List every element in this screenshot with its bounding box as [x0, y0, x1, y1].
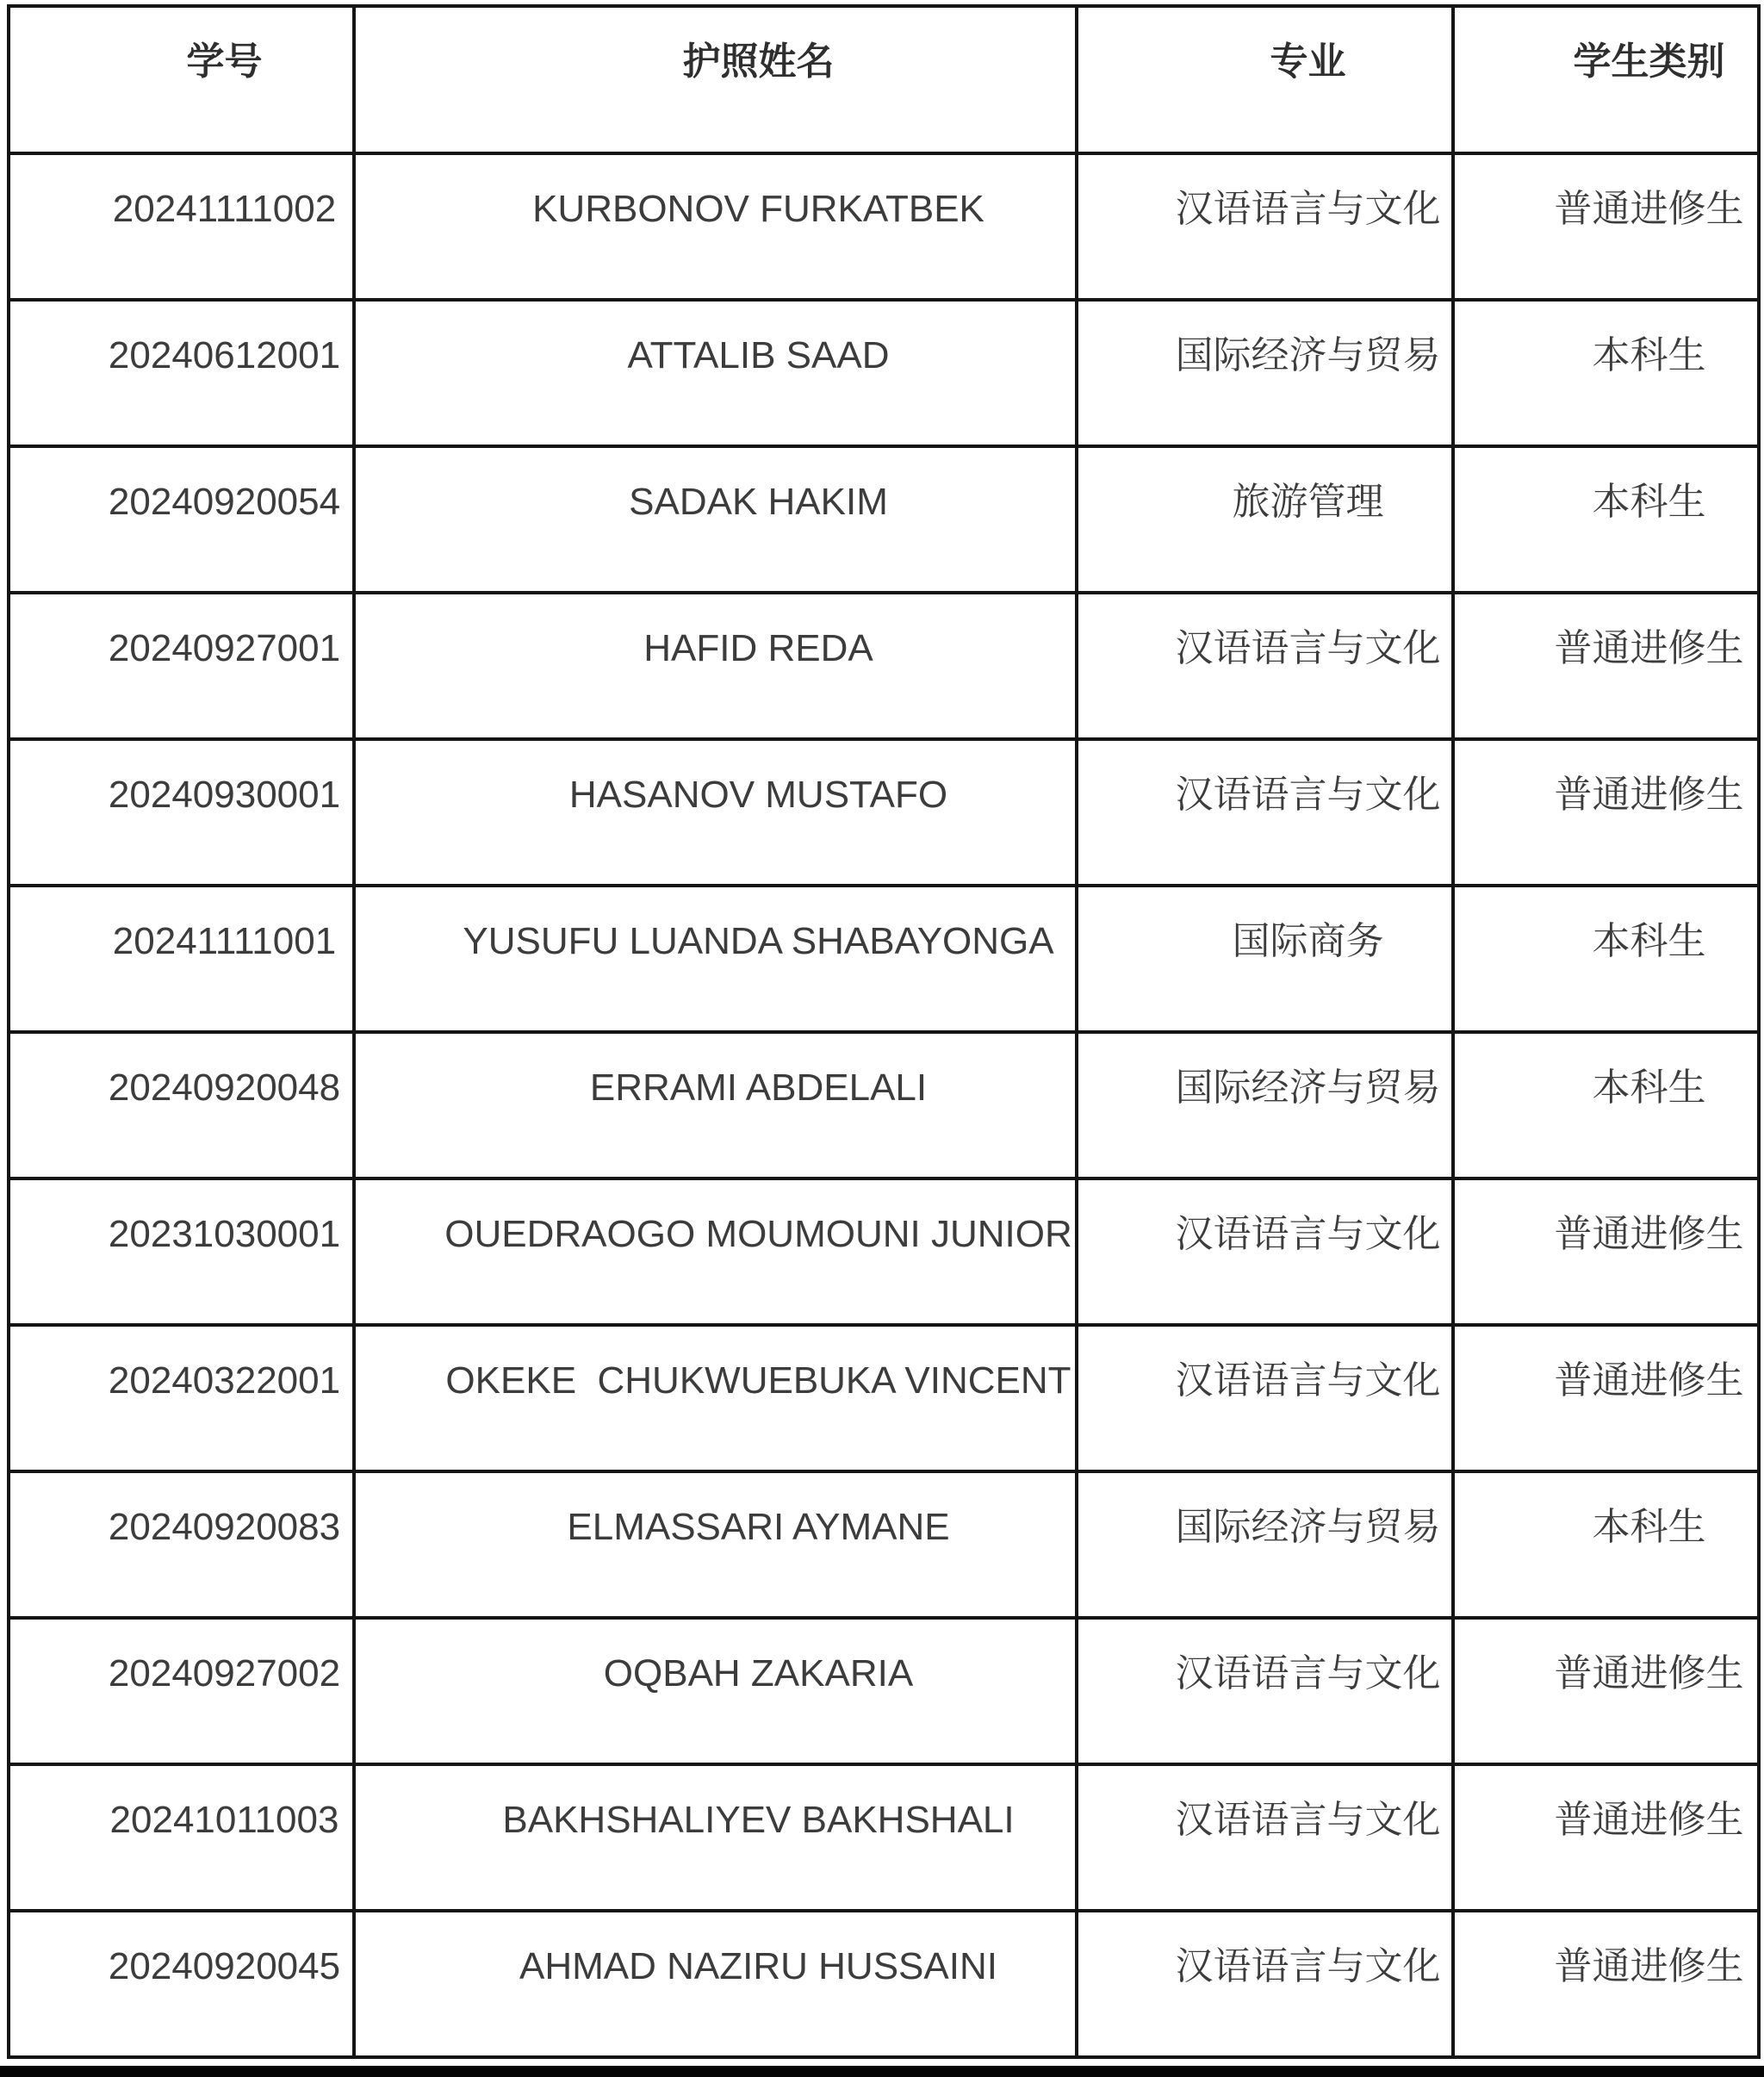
table-row	[9, 739, 1759, 886]
cell-passport-name: KURBONOV FURKATBEK	[354, 153, 1077, 300]
cell-student-type: 本科生	[1453, 446, 1759, 593]
cell-passport-name: SADAK HAKIM	[354, 446, 1077, 593]
cell-passport-name: HAFID REDA	[354, 593, 1077, 739]
cell-passport-name: HASANOV MUSTAFO	[354, 739, 1077, 886]
cell-passport-name: OUEDRAOGO MOUMOUNI JUNIOR	[354, 1178, 1077, 1325]
cell-student-id: 20241111002	[9, 153, 354, 300]
cell-passport-name: AHMAD NAZIRU HUSSAINI	[354, 1911, 1077, 2057]
table-body	[9, 153, 1759, 2057]
cell-major: 汉语语言与文化	[1077, 1911, 1453, 2057]
column-header-student-id: 学号	[9, 6, 354, 153]
cell-major: 汉语语言与文化	[1077, 1764, 1453, 1911]
cell-passport-name: OQBAH ZAKARIA	[354, 1618, 1077, 1764]
cell-student-type: 本科生	[1453, 300, 1759, 446]
table-row	[9, 1911, 1759, 2057]
cell-student-type: 本科生	[1453, 1032, 1759, 1178]
cell-major: 国际经济与贸易	[1077, 1471, 1453, 1618]
cell-student-type: 普通进修生	[1453, 593, 1759, 739]
cell-student-id: 20240930001	[9, 739, 354, 886]
cell-major: 汉语语言与文化	[1077, 1618, 1453, 1764]
cell-student-type: 普通进修生	[1453, 1178, 1759, 1325]
table-row	[9, 1764, 1759, 1911]
table-row	[9, 593, 1759, 739]
table-row	[9, 1325, 1759, 1471]
column-header-major: 专业	[1077, 6, 1453, 153]
cell-passport-name: BAKHSHALIYEV BAKHSHALI	[354, 1764, 1077, 1911]
cell-student-id: 20240612001	[9, 300, 354, 446]
cell-major: 汉语语言与文化	[1077, 1325, 1453, 1471]
cell-student-id: 20231030001	[9, 1178, 354, 1325]
cell-passport-name: OKEKE CHUKWUEBUKA VINCENT	[354, 1325, 1077, 1471]
cell-major: 国际商务	[1077, 886, 1453, 1032]
cell-major: 汉语语言与文化	[1077, 593, 1453, 739]
cell-student-id: 20241111001	[9, 886, 354, 1032]
header-row	[9, 6, 1759, 153]
cell-student-type: 普通进修生	[1453, 1618, 1759, 1764]
cell-passport-name: ATTALIB SAAD	[354, 300, 1077, 446]
cell-major: 国际经济与贸易	[1077, 1032, 1453, 1178]
cell-student-id: 20240920054	[9, 446, 354, 593]
students-table	[7, 4, 1761, 2059]
table-row	[9, 1618, 1759, 1764]
cell-student-type: 普通进修生	[1453, 153, 1759, 300]
cell-student-id: 20240920083	[9, 1471, 354, 1618]
cell-major: 国际经济与贸易	[1077, 300, 1453, 446]
cell-student-type: 普通进修生	[1453, 1764, 1759, 1911]
table-row	[9, 300, 1759, 446]
cell-student-type: 普通进修生	[1453, 739, 1759, 886]
cell-student-id: 20241011003	[9, 1764, 354, 1911]
table-row	[9, 1471, 1759, 1618]
cell-student-id: 20240920048	[9, 1032, 354, 1178]
cell-student-type: 普通进修生	[1453, 1325, 1759, 1471]
cell-major: 汉语语言与文化	[1077, 739, 1453, 886]
cell-major: 汉语语言与文化	[1077, 1178, 1453, 1325]
table-row	[9, 1178, 1759, 1325]
cell-passport-name: ELMASSARI AYMANE	[354, 1471, 1077, 1618]
cell-student-type: 普通进修生	[1453, 1911, 1759, 2057]
bottom-bar	[0, 2066, 1764, 2077]
cell-major: 汉语语言与文化	[1077, 153, 1453, 300]
cell-major: 旅游管理	[1077, 446, 1453, 593]
cell-passport-name: ERRAMI ABDELALI	[354, 1032, 1077, 1178]
cell-student-id: 20240927001	[9, 593, 354, 739]
cell-student-type: 本科生	[1453, 886, 1759, 1032]
cell-passport-name: YUSUFU LUANDA SHABAYONGA	[354, 886, 1077, 1032]
cell-student-id: 20240920045	[9, 1911, 354, 2057]
column-header-student-type: 学生类别	[1453, 6, 1759, 153]
column-header-passport-name: 护照姓名	[354, 6, 1077, 153]
table-row	[9, 153, 1759, 300]
cell-student-id: 20240322001	[9, 1325, 354, 1471]
table-row	[9, 1032, 1759, 1178]
table-row	[9, 886, 1759, 1032]
cell-student-type: 本科生	[1453, 1471, 1759, 1618]
cell-student-id: 20240927002	[9, 1618, 354, 1764]
table-row	[9, 446, 1759, 593]
